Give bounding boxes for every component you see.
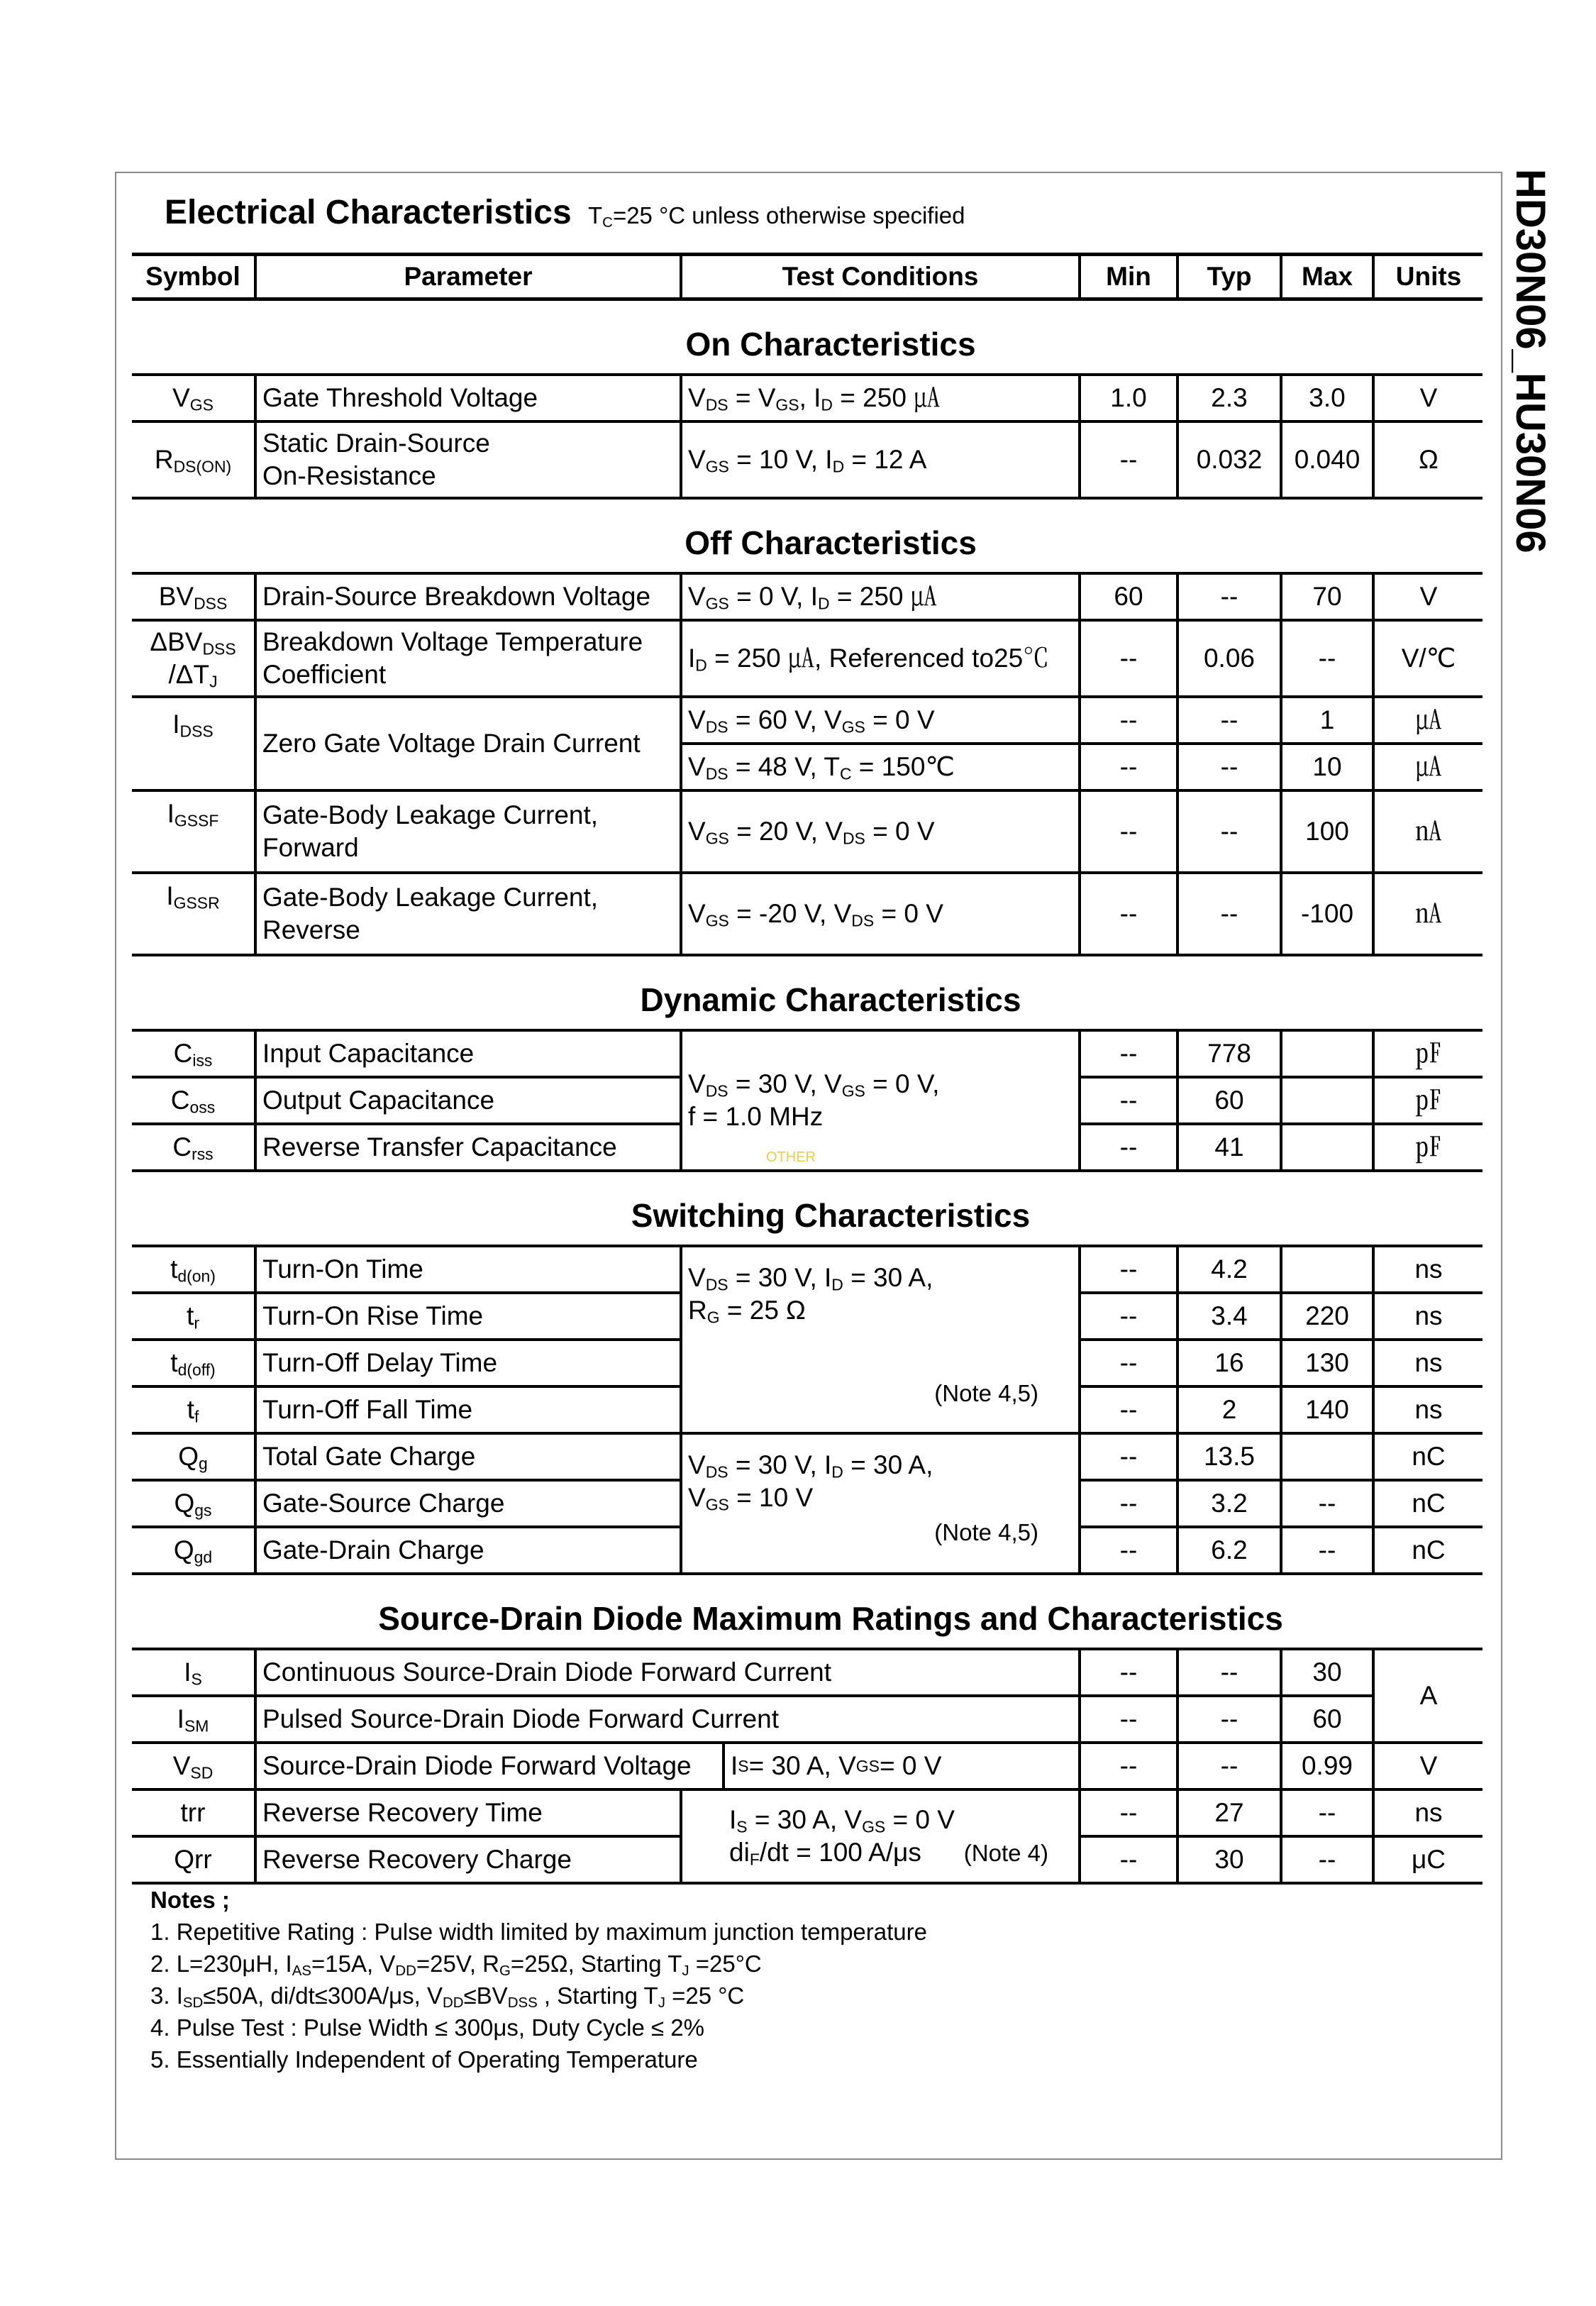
cell-symbol: $I_{SM}$ <box>132 1696 255 1743</box>
cell-min: -- <box>1080 790 1177 873</box>
cell-typ: 0.032 <box>1177 421 1281 498</box>
table-row <box>132 873 1483 955</box>
cell-unit: ㎁ <box>1373 790 1483 873</box>
cell-unit: Ω <box>1373 421 1483 498</box>
cell-condition <box>681 1246 1080 1433</box>
section-row <box>132 1574 1483 1649</box>
cell-symbol: $t_{d(on)}$ <box>132 1246 255 1293</box>
section-heading: Dynamic Characteristics <box>132 955 1483 1030</box>
cell-max <box>1281 1433 1373 1480</box>
cell-symbol: $I_{GSSR}$ <box>132 873 255 955</box>
section-heading: Off Characteristics <box>132 498 1483 573</box>
cell-min: -- <box>1080 1124 1177 1171</box>
header-test-conditions: Test Conditions <box>681 255 1080 299</box>
cell-parameter: Gate Threshold Voltage <box>255 375 681 421</box>
cell-typ: -- <box>1177 873 1281 955</box>
cell-max: 1 <box>1281 697 1373 744</box>
cell-max <box>1281 1246 1373 1293</box>
cell-typ: 2 <box>1177 1386 1281 1433</box>
note-item: 1. Repetitive Rating : Pulse width limited by maximum junction temperature <box>150 1919 927 1945</box>
note-item: 2. L=230μH, $I_{AS}=15A$, $V_{DD}=25V$, $R_G=25\Omega$, Starting $T_J =25^\circ C$ <box>150 1951 762 1980</box>
cell-symbol: $R_{DS(ON)}$ <box>132 421 255 498</box>
cell-min: -- <box>1080 1340 1177 1386</box>
cell-parameter: Reverse Transfer Capacitance <box>255 1124 681 1171</box>
cell-unit: V <box>1373 375 1483 421</box>
cell-unit: ㎊ <box>1373 1030 1483 1077</box>
cell-max <box>1281 1030 1373 1077</box>
cell-condition: $V_{GS} = 10$ V, $I_D = 12$ A <box>681 421 1080 498</box>
cell-parameter: Breakdown Voltage Temperature Coefficient <box>255 620 681 697</box>
watermark: OTHER <box>766 1149 816 1165</box>
cell-parameter: Static Drain-Source On-Resistance <box>255 421 681 498</box>
cell-min: -- <box>1080 697 1177 744</box>
cell-symbol: $t_r$ <box>132 1293 255 1340</box>
cell-max: 0.040 <box>1281 421 1373 498</box>
notes-heading: Notes ; <box>150 1887 230 1913</box>
table-row <box>132 620 1483 697</box>
table-row <box>132 697 1483 744</box>
cell-max <box>1281 1077 1373 1124</box>
cell-parameter: Input Capacitance <box>255 1030 681 1077</box>
cell-symbol: $C_{iss}$ <box>132 1030 255 1077</box>
cell-min: -- <box>1080 421 1177 498</box>
cell-typ: -- <box>1177 744 1281 790</box>
cell-unit: nC <box>1373 1433 1483 1480</box>
cell-parameter-condition <box>255 1743 1080 1789</box>
table-row <box>132 1696 1483 1743</box>
cell-condition: $V_{DS} = 48$ V, $T_C$ = 150℃ <box>681 744 1080 790</box>
cell-unit: V <box>1373 1743 1483 1789</box>
cell-typ: 2.3 <box>1177 375 1281 421</box>
cell-condition <box>681 1789 1080 1883</box>
cell-unit: nC <box>1373 1480 1483 1527</box>
cell-typ: 27 <box>1177 1789 1281 1836</box>
table-row <box>132 1649 1483 1696</box>
switching-condition: $V_{DS} = 30$ V, $I_D = 30$ A, $R_G = 25$ Ω <box>688 1263 933 1327</box>
cell-symbol: $\Delta BV_{DSS}$ $/\Delta T_J$ <box>132 620 255 697</box>
cell-parameter: Turn-On Time <box>255 1246 681 1293</box>
cell-max: 100 <box>1281 790 1373 873</box>
cell-parameter: Pulsed Source-Drain Diode Forward Current <box>255 1696 1080 1743</box>
header-parameter: Parameter <box>255 255 681 299</box>
cell-min: -- <box>1080 1743 1177 1789</box>
cell-min: -- <box>1080 1293 1177 1340</box>
cell-parameter: Zero Gate Voltage Drain Current <box>255 697 681 790</box>
section-row <box>132 955 1483 1030</box>
cell-max: 70 <box>1281 573 1373 620</box>
cell-max: -- <box>1281 620 1373 697</box>
cell-symbol: $t_f$ <box>132 1386 255 1433</box>
cell-parameter: Total Gate Charge <box>255 1433 681 1480</box>
cell-unit: μC <box>1373 1836 1483 1883</box>
cell-parameter: Source-Drain Diode Forward Voltage <box>257 1744 725 1788</box>
header-min: Min <box>1080 255 1177 299</box>
cell-condition: $I_D = 250$ ㎂, Referenced to25℃ <box>681 620 1080 697</box>
header-symbol: Symbol <box>132 255 255 299</box>
cell-symbol: $I_S$ <box>132 1649 255 1696</box>
cell-max: -- <box>1281 1836 1373 1883</box>
cell-unit: A <box>1373 1649 1483 1743</box>
cell-typ: -- <box>1177 1743 1281 1789</box>
cell-min: -- <box>1080 1030 1177 1077</box>
gate-charge-condition: $V_{DS} = 30$ V, $I_D = 30$ A, $V_{GS} = 10$ V <box>688 1450 933 1514</box>
cell-unit: ㎂ <box>1373 697 1483 744</box>
title-condition: $T_C=25$ °C unless otherwise specified <box>588 202 965 231</box>
header-max: Max <box>1281 255 1373 299</box>
cell-max: 10 <box>1281 744 1373 790</box>
cell-symbol: Qrr <box>132 1836 255 1883</box>
cell-unit: ns <box>1373 1789 1483 1836</box>
cell-max: -- <box>1281 1480 1373 1527</box>
cell-typ: -- <box>1177 573 1281 620</box>
cell-parameter: Gate-Body Leakage Current, Reverse <box>255 873 681 955</box>
cell-typ: 30 <box>1177 1836 1281 1883</box>
cell-symbol: $t_{d(off)}$ <box>132 1340 255 1386</box>
section-row <box>132 498 1483 573</box>
table-header-row <box>132 255 1483 299</box>
section-row <box>132 1171 1483 1246</box>
cell-typ: 6.2 <box>1177 1527 1281 1574</box>
cell-condition: $V_{GS} = 0$ V, $I_D = 250$ ㎂ <box>681 573 1080 620</box>
cell-symbol: $C_{oss}$ <box>132 1077 255 1124</box>
table-row <box>132 1789 1483 1836</box>
switching-note: (Note 4,5) <box>934 1379 1038 1406</box>
cell-typ: 4.2 <box>1177 1246 1281 1293</box>
cell-unit: ㎁ <box>1373 873 1483 955</box>
table-row <box>132 1246 1483 1293</box>
table-row <box>132 1030 1483 1077</box>
note-item: 4. Pulse Test : Pulse Width ≤ 300μs, Duty Cycle ≤ 2% <box>150 2014 704 2041</box>
cell-symbol: $BV_{DSS}$ <box>132 573 255 620</box>
cell-typ: -- <box>1177 790 1281 873</box>
cell-parameter: Turn-Off Fall Time <box>255 1386 681 1433</box>
cell-typ: 16 <box>1177 1340 1281 1386</box>
cell-unit: ㎊ <box>1373 1124 1483 1171</box>
section-heading: Switching Characteristics <box>132 1171 1483 1246</box>
cell-symbol: $I_{DSS}$ <box>132 697 255 790</box>
cell-max <box>1281 1124 1373 1171</box>
cell-unit: ns <box>1373 1293 1483 1340</box>
section-row <box>132 299 1483 375</box>
cell-min: -- <box>1080 1836 1177 1883</box>
cell-parameter: Reverse Recovery Charge <box>255 1836 681 1883</box>
title-main: Electrical Characteristics <box>165 194 572 231</box>
cell-symbol: $V_{GS}$ <box>132 375 255 421</box>
electrical-characteristics-table <box>132 253 1483 1885</box>
cell-symbol: $V_{SD}$ <box>132 1743 255 1789</box>
cell-parameter: Gate-Drain Charge <box>255 1527 681 1574</box>
cell-min: -- <box>1080 1696 1177 1743</box>
cell-symbol: $Q_g$ <box>132 1433 255 1480</box>
cell-max: 30 <box>1281 1649 1373 1696</box>
cell-max: 60 <box>1281 1696 1373 1743</box>
cell-min: -- <box>1080 1077 1177 1124</box>
cell-unit: ㎂ <box>1373 744 1483 790</box>
cell-parameter: Gate-Source Charge <box>255 1480 681 1527</box>
cell-min: -- <box>1080 1789 1177 1836</box>
cell-typ: -- <box>1177 1696 1281 1743</box>
section-heading: On Characteristics <box>132 299 1483 375</box>
cell-symbol: $I_{GSSF}$ <box>132 790 255 873</box>
gate-charge-note: (Note 4,5) <box>934 1518 1038 1545</box>
cell-max: -- <box>1281 1789 1373 1836</box>
table-row <box>132 1433 1483 1480</box>
notes-block <box>150 1884 927 2075</box>
recovery-condition: $I_S = 30$ A, $V_{GS} = 0$ V $di_F/dt = 100$ A/μs <box>729 1804 955 1869</box>
part-number-side-title <box>1498 169 1562 623</box>
table-row <box>132 790 1483 873</box>
cell-min: -- <box>1080 1480 1177 1527</box>
cell-condition: I S = 30 A, V GS = 0 V <box>731 1750 942 1780</box>
cell-max: 130 <box>1281 1340 1373 1386</box>
cell-symbol: trr <box>132 1789 255 1836</box>
cell-parameter: Reverse Recovery Time <box>255 1789 681 1836</box>
cell-unit: V/℃ <box>1373 620 1483 697</box>
cell-symbol: $Q_{gs}$ <box>132 1480 255 1527</box>
cell-parameter: Drain-Source Breakdown Voltage <box>255 573 681 620</box>
cell-min: 60 <box>1080 573 1177 620</box>
cell-unit: ㎊ <box>1373 1077 1483 1124</box>
cell-condition <box>681 1433 1080 1574</box>
cell-max: -- <box>1281 1527 1373 1574</box>
cell-typ: 3.4 <box>1177 1293 1281 1340</box>
table-row <box>132 375 1483 421</box>
cell-parameter: Turn-On Rise Time <box>255 1293 681 1340</box>
cell-min: 1.0 <box>1080 375 1177 421</box>
cell-min: -- <box>1080 1649 1177 1696</box>
cell-unit: ns <box>1373 1386 1483 1433</box>
cell-symbol: $Q_{gd}$ <box>132 1527 255 1574</box>
cell-max: 220 <box>1281 1293 1373 1340</box>
cell-max: -100 <box>1281 873 1373 955</box>
cell-symbol: $C_{rss}$ <box>132 1124 255 1171</box>
cell-parameter: Continuous Source-Drain Diode Forward Current <box>255 1649 1080 1696</box>
cell-condition: $V_{DS} = 30$ V, $V_{GS} = 0$ V, f = 1.0 MHz <box>681 1030 1080 1171</box>
cell-typ: 778 <box>1177 1030 1281 1077</box>
cell-min: -- <box>1080 744 1177 790</box>
header-typ: Typ <box>1177 255 1281 299</box>
cell-max: 3.0 <box>1281 375 1373 421</box>
cell-parameter: Turn-Off Delay Time <box>255 1340 681 1386</box>
cell-unit: V <box>1373 573 1483 620</box>
cell-max: 0.99 <box>1281 1743 1373 1789</box>
cell-max: 140 <box>1281 1386 1373 1433</box>
note-item: 3. $I_{SD}\le 50A$, di/dt≤300A/μs, $V_{DD}\le BV_{DSS}$ , Starting $T_J =25$ °C <box>150 1982 745 2012</box>
cell-condition: $V_{DS} = V_{GS}$, $I_D = 250$ ㎂ <box>681 375 1080 421</box>
cell-min: -- <box>1080 1433 1177 1480</box>
recovery-note: (Note 4) <box>963 1840 1048 1866</box>
table-row <box>132 573 1483 620</box>
part-number-text: HD30N06_HU30N06 <box>1507 169 1553 553</box>
table-row <box>132 421 1483 498</box>
cell-typ: 13.5 <box>1177 1433 1281 1480</box>
cell-typ: 0.06 <box>1177 620 1281 697</box>
cell-unit: ns <box>1373 1246 1483 1293</box>
note-item: 5. Essentially Independent of Operating Temperature <box>150 2046 698 2073</box>
cell-unit: ns <box>1373 1340 1483 1386</box>
cell-unit: nC <box>1373 1527 1483 1574</box>
cell-min: -- <box>1080 1386 1177 1433</box>
cell-condition: $V_{GS} = -20$ V, $V_{DS} = 0$ V <box>681 873 1080 955</box>
cell-typ: 41 <box>1177 1124 1281 1171</box>
cell-typ: -- <box>1177 697 1281 744</box>
cell-typ: -- <box>1177 1649 1281 1696</box>
section-title <box>165 193 965 232</box>
cell-min: -- <box>1080 1246 1177 1293</box>
cell-typ: 60 <box>1177 1077 1281 1124</box>
cell-typ: 3.2 <box>1177 1480 1281 1527</box>
header-units: Units <box>1373 255 1483 299</box>
cell-parameter: Gate-Body Leakage Current, Forward <box>255 790 681 873</box>
cell-min: -- <box>1080 1527 1177 1574</box>
table-row <box>132 1743 1483 1789</box>
cell-min: -- <box>1080 873 1177 955</box>
cell-condition: $V_{DS} = 60$ V, $V_{GS} = 0$ V <box>681 697 1080 744</box>
section-heading: Source-Drain Diode Maximum Ratings and Characteristics <box>132 1574 1483 1649</box>
cell-min: -- <box>1080 620 1177 697</box>
cell-condition: $V_{GS} = 20$ V, $V_{DS} = 0$ V <box>681 790 1080 873</box>
cell-parameter: Output Capacitance <box>255 1077 681 1124</box>
